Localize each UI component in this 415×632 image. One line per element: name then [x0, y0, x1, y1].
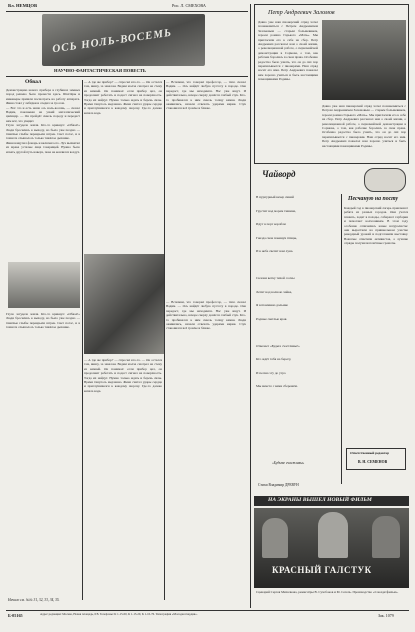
header-rule	[6, 11, 248, 12]
poem-line: Родные светлые края.	[256, 316, 288, 321]
column-divider	[82, 80, 83, 600]
poem-signature: «Будьте счастливы»	[272, 461, 305, 465]
column-divider	[164, 80, 165, 600]
series-rule	[6, 76, 248, 77]
poem-lines	[256, 186, 340, 456]
story-paragraph-4: Женя нащупал фонарь и включил его. Луч выхватил из мрака усталые лица товарищей. Нужно было искать другой путь наверх, пока не кончился воздух.	[6, 140, 80, 154]
mine-illustration-small	[8, 262, 80, 308]
footer-imprint: Адрес редакции: Москва, Новая площадь, 6/8. Телефоны: К 1-15-00, К 1-13-20, К 1-10-76. Типография «Молодая гвардия».	[40, 613, 198, 616]
story-col-3: — Вспомни, что говорил профессор, — тихо сказал Вадим. — Ось найдёт любую пустоту в породе. Она передаст, где мы находимся. Нас уже ищут. И действительно, вскоре сверху донёсся слабый стук. Кто-то пробивался к ним сквозь толщу камня. Люди оживились, начали отвечать ударами кирки. Стук становился всё громче и ближе.	[166, 80, 246, 111]
story-paragraph-3: Глухо загудела земля. Кто-то крикнул: «Обвал!» Люди бросились к выходу, но было уже поздно — тяжёлые глыбы перекрыли штрек. Свет погас, и в темноте слышалось только тяжёлое дыхание.	[6, 123, 80, 141]
story-col-3-lower: — Вспомни, что говорил профессор, — тихо сказал Вадим. — Ось найдёт любую пустоту в породе. Она передаст, где мы находимся. Нас уже ищут. И действительно, вскоре сверху донёсся слабый стук. Кто-то пробивался к ним сквозь толщу камня. Люди оживились, начали отвечать ударами кирки. Стук становился всё громче и ближе.	[166, 300, 246, 331]
poem-line: Гнезда свои покинув птицы,	[256, 235, 297, 240]
poster-title: КРАСНЫЙ ГАЛСТУК	[272, 565, 372, 575]
story-continuation: Начало см. №№ 31, 32, 33, 34, 35.	[8, 598, 60, 602]
poem-emblem	[364, 168, 406, 192]
author-name: Вл. НЕМЦОВ	[8, 3, 38, 8]
footer-rule	[6, 610, 409, 611]
film-banner: НА ЭКРАНЫ ВЫШЕЛ НОВЫЙ ФИЛЬМ	[268, 497, 372, 503]
story-col-1	[6, 88, 80, 266]
poem-line: И в небе светит нам луна.	[256, 249, 294, 253]
column-divider	[250, 4, 251, 608]
editor-label: Ответственный редактор	[350, 451, 390, 455]
letter-text-col: Давно уже наш пионерский отряд хотел познакомиться с Петром Андреевичем Заломовым — старым большевиком, героем романа Горького «Мать». Мы пригласили его к себе на сбор. Петр Андреевич рассказал нам о своей жизни, о революционной работе, о первомайской демонстрации в Сормове, о том, как рабочие боролись за свои права. Особенно радостно было узнать, что он до сих пор переписывается с пионерами. Наш отряд носит его имя. Петр Андреевич пожелал нам хорошо учиться и быть настоящими помощниками Родины.	[258, 20, 318, 82]
poem-line: Склони ветку тихой сосны	[256, 276, 295, 280]
poem-line: Я вспоминаю дальние	[256, 303, 288, 307]
story-paragraph-2: — Вот это и есть наша ось ноль-восемь, — сказал Вадим, показывая на узкий металлический цилиндр. — Он пройдёт сквозь породу и передаст нам всё, что увидит.	[6, 105, 80, 123]
sand-text: Каждый год в пионерский лагерь приезжают ребята из разных городов. Они учатся плавать, ходят в походы, собирают гербарии и помогают колхозникам. В этом году особенно отличились юные натуралисты: они вырастили на пришкольном участке рекордный урожай и подготовили выставку. Вожатые отметили активистов, а лучшие отряды получили почётные грамоты.	[344, 206, 408, 246]
story-paragraph-1: Демонстрацию нового прибора в глубинах земных пород решено было провести здесь. Шахтёры и инженеры пришли посмотреть на работу аппарата. Женя стоял у лебёдки и следил за тросом.	[6, 88, 80, 106]
poem-line: Мы вместе с вами сбережём.	[256, 384, 298, 388]
poem-line: Кто ждёт тебя на берегу,	[256, 357, 292, 361]
footer-right: Зак. 1079	[378, 613, 394, 618]
poster-figure-center	[318, 512, 348, 558]
poem-line: В пурпурный вечер синий	[256, 195, 294, 199]
pioneers-photo	[322, 20, 406, 100]
film-caption: Сценарий Сергея Михалкова, режиссёры В. Сухобоков и М. Сегель. Производство «Союздетфильм».	[256, 590, 399, 594]
editor-name: В. Н. СЕМЕНОВ	[358, 460, 388, 464]
poem-line	[256, 263, 340, 268]
poem-line: И песню эту до утра	[256, 370, 286, 375]
poem-line	[256, 330, 340, 335]
poem-line: Идут в порт корабли	[256, 222, 286, 226]
poem-line: Отвечает «Будьте счастливы!»	[256, 343, 300, 348]
letter-author: Петр Андреевич Заломов	[268, 9, 335, 16]
story-col-2-lower: — А где же прибор? — спросил кто-то. — Он остался там, внизу, за завалом. Вадим молча смотрел на стену из камней. Он понимал: если прибор цел, он продолжит работать и подаст сигнал на поверхность. Тогда их найдут. Нужно только ждать и беречь силы. Время тянулось медленно. Женя считал удары сердца и прислушивался к каждому шороху. Где-то далеко капала вода.	[84, 358, 162, 393]
sand-divider	[341, 194, 342, 484]
poem-line: Летит над волною чайка,	[256, 289, 293, 294]
series-title: НАУЧНО-ФАНТАСТИЧЕСКАЯ ПОВЕСТЬ	[54, 68, 146, 73]
poem-title: Чайворд	[262, 169, 296, 179]
poster-figure-right	[372, 516, 400, 558]
story-col-2: — А где же прибор? — спросил кто-то. — Он остался там, внизу, за завалом. Вадим молча смотрел на стену из камней. Он понимал: если прибор цел, он продолжит работать и подаст сигнал на поверхность. Тогда их найдут. Нужно только ждать и беречь силы. Время тянулось медленно. Женя считал удары сердца и прислушивался к каждому шороху. Где-то далеко капала вода.	[84, 80, 162, 115]
chapter-title: Обвал	[25, 79, 42, 85]
footer-left: Б-05165	[8, 613, 23, 618]
title-art-text: ОСЬ НОЛЬ-ВОСЕМЬ	[51, 26, 173, 56]
story-col-1-lower: Глухо загудела земля. Кто-то крикнул: «Обвал!» Люди бросились к выходу, но было уже поздно — тяжёлые глыбы перекрыли штрек. Свет погас, и в темноте слышалось только тяжёлое дыхание.	[6, 312, 80, 330]
letter-text-wide: Давно уже наш пионерский отряд хотел познакомиться с Петром Андреевичем Заломовым — старым большевиком, героем романа Горького «Мать». Мы пригласили его к себе на сбор. Петр Андреевич рассказал нам о своей жизни, о революционной работе, о первомайской демонстрации в Сормове, о том, как рабочие боролись за свои права. Особенно радостно было узнать, что он до сих пор переписывается с пионерами. Наш отряд носит его имя. Петр Андреевич пожелал нам хорошо учиться и быть настоящими помощниками Родины.	[322, 104, 406, 148]
poem-line: Грустит над морем тишина,	[256, 208, 297, 213]
poem-credit: Стихи Владимир ДРЕВУН	[258, 483, 299, 487]
poster-figure-left	[262, 518, 288, 558]
illustrator-credit: Рис. Л. СМЕХОВА	[172, 3, 206, 8]
miners-illustration	[84, 254, 164, 354]
sand-title: Песчаную на посту	[348, 196, 399, 202]
